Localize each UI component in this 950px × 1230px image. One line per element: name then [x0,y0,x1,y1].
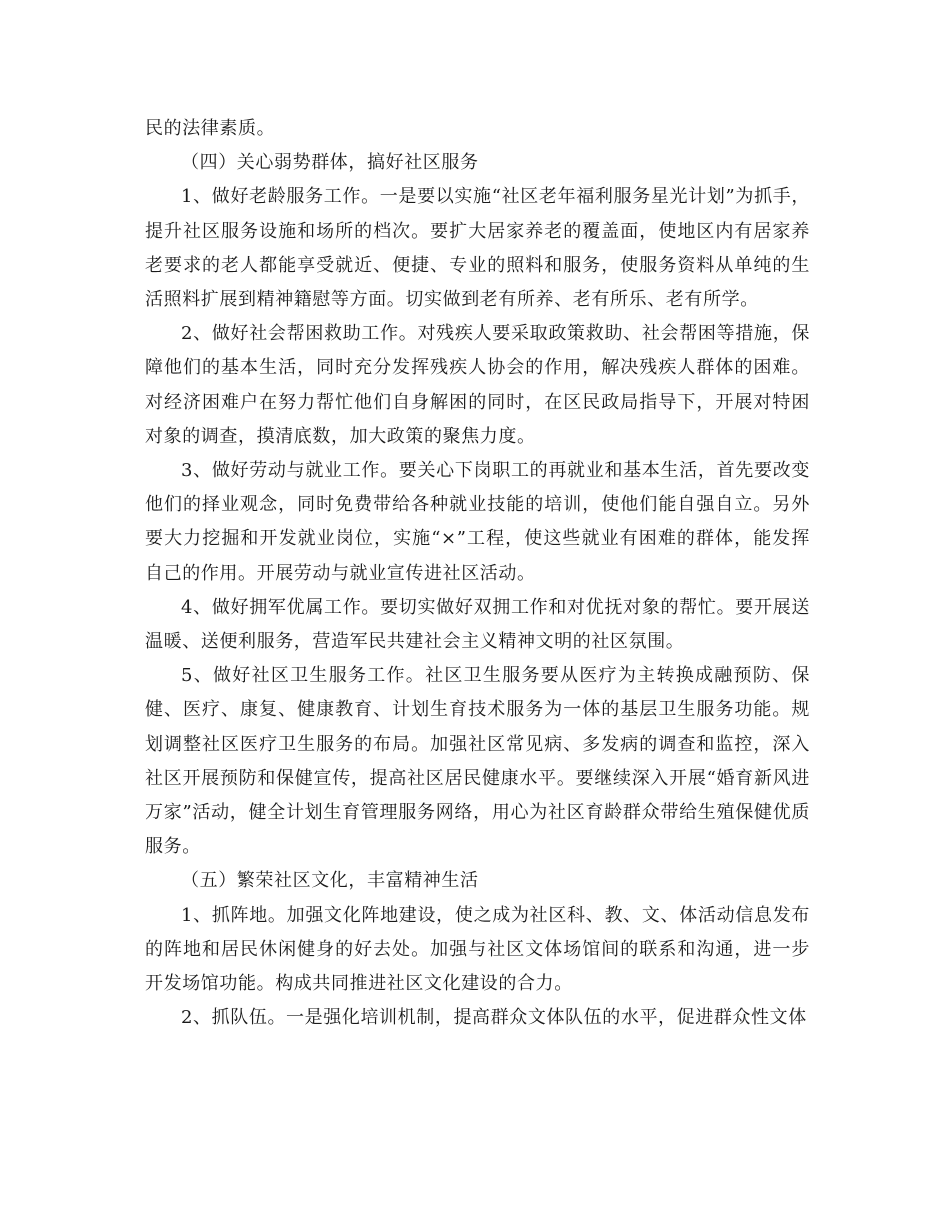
paragraph-labor-employment: 3、做好劳动与就业工作。要关心下岗职工的再就业和基本生活，首先要改变他们的择业观念，同时免费带给各种就业技能的培训，使他们能自强自立。另外要大力挖掘和开发就业岗位，实施“×”工程，使这些就业有困难的群体，能发挥自己的作用。开展劳动与就业宣传进社区活动。 [145,460,810,584]
paragraph-continuation: 民的法律素质。 [145,118,276,139]
paragraph-elderly-services: 1、做好老龄服务工作。一是要以实施“社区老年福利服务星光计划”为抓手，提升社区服务设施和场所的档次。要扩大居家养老的覆盖面，使地区内有居家养老要求的老人都能享受就近、便捷、专业的照料和服务，使服务资料从单纯的生活照料扩展到精神籍慰等方面。切实做到老有所养、老有所乐、老有所学。 [145,186,810,311]
paragraph-community-health: 5、做好社区卫生服务工作。社区卫生服务要从医疗为主转换成融预防、保健、医疗、康复、健康教育、计划生育技术服务为一体的基层卫生服务功能。规划调整社区医疗卫生服务的布局。加强社区常见病、多发病的调查和监控，深入社区开展预防和保健宣传，提高社区居民健康水平。要继续深入开展“婚育新风进万家”活动，健全计划生育管理服务网络，用心为社区育龄群众带给生殖保健优质服务。 [145,665,810,858]
paragraph-military-support: 4、做好拥军优属工作。要切实做好双拥工作和对优抚对象的帮忙。要开展送温暖、送便利服务，营造军民共建社会主义精神文明的社区氛围。 [145,596,810,653]
document-page [145,112,810,1035]
paragraph-teams: 2、抓队伍。一是强化培训机制，提高群众文体队伍的水平，促进群众性文体 [181,1007,807,1029]
paragraph-cultural-venues: 1、抓阵地。加强文化阵地建设，使之成为社区科、教、文、体活动信息发布的阵地和居民休闲健身的好去处。加强与社区文体场馆间的联系和沟通，进一步开发场馆功能。构成共同推进社区文化建设的合力。 [145,904,810,995]
paragraph-social-assistance: 2、做好社会帮困救助工作。对残疾人要采取政策救助、社会帮困等措施，保障他们的基本生活，同时充分发挥残疾人协会的作用，解决残疾人群体的困难。对经济困难户在努力帮忙他们自身解困的同时，在区民政局指导下，开展对特困对象的调查，摸清底数，加大政策的聚焦力度。 [145,323,810,447]
section-heading-5: （五）繁荣社区文化，丰富精神生活 [181,870,479,892]
section-heading-4: （四）关心弱势群体，搞好社区服务 [181,152,479,174]
